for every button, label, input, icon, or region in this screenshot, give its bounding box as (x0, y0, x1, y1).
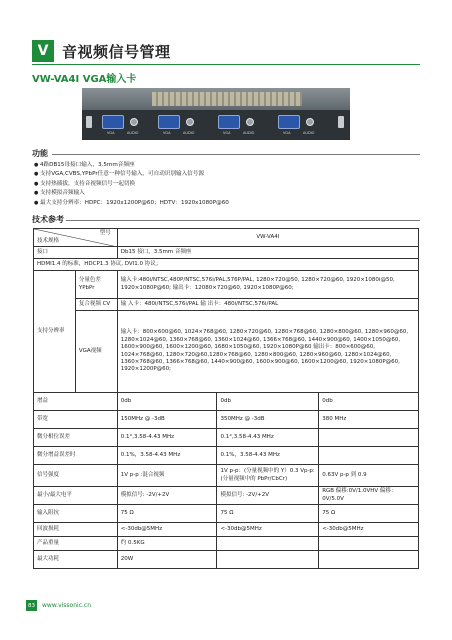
spec-row-value (319, 537, 419, 551)
spec-row-value: 0.1%，3.58-4.43 MHz (217, 447, 319, 465)
spec-row (34, 411, 419, 429)
spec-row-value: RGB 偏移:0V/1.0VHV 偏移：0V/5.0V (319, 487, 419, 505)
component-value: 输入卡:480i/NTSC,480P/NTSC,576i/PAL,576P/PAL, 1280×720@50, 1280×720@60, 1920×1080i@50, 1920×1080P@60; 输出卡：12080×720@60, 1920×1080P@60; (117, 271, 418, 299)
spec-row-value: 约 0.5KG (117, 537, 217, 551)
port-label: AUDIO (183, 131, 195, 135)
spec-row-value: 模拟信号: -2V/+2V (217, 487, 319, 505)
protocol-row: HDMI1.4 的标准，HDCP1.3 协议, DVI1.0 协议； (34, 259, 419, 271)
spec-row-value: 0db (319, 393, 419, 411)
feature-item: ● 支持模拟音频输入 (34, 189, 414, 198)
features-divider (52, 154, 420, 155)
audio-jack (246, 118, 254, 126)
audio-jack (130, 118, 138, 126)
audio-jack (306, 118, 314, 126)
spec-row-label: 微分增益误差时 (34, 447, 118, 465)
resolution-label: 支持分辨率 (34, 271, 76, 393)
vga-port (218, 115, 240, 129)
spec-row-value: 75 Ω (117, 505, 217, 523)
spec-row-value (217, 537, 319, 551)
spec-corner-label: 技术规格 (37, 237, 60, 244)
model-corner-label: 型号 (99, 230, 111, 236)
port-label: VGA (107, 131, 115, 135)
tech-heading: 技术参考 (32, 215, 64, 224)
model-name: VW-VA4I (117, 229, 418, 247)
spec-row-value: 20W (117, 551, 217, 569)
spec-row-value: 1V p-p：(分量视频中的 Y）0.3 Vp-p: (分量视频中的 PbPr/CbCr) (217, 465, 319, 487)
interface-value: Db15 接口，3.5mm 音频座 (117, 247, 418, 259)
spec-row-label: 最大功耗 (34, 551, 118, 569)
spec-row-label: 回波损耗 (34, 523, 118, 537)
spec-row-label: 最小/最大电平 (34, 487, 118, 505)
spec-row-value: 模拟信号: -2V/+2V (117, 487, 217, 505)
feature-item: ● 4路DB15母接口输入，3.5mm音频座 (34, 161, 414, 170)
spec-row-value: 1V p-p :混合视频 (117, 465, 217, 487)
spec-row-value: <-30db@5MHz (319, 523, 419, 537)
spec-row (34, 505, 419, 523)
footer-url: www.vissonic.cn (42, 602, 91, 609)
spec-row (34, 551, 419, 569)
card-pcb (82, 88, 350, 110)
port-label: VGA (223, 131, 231, 135)
vga-port (158, 115, 180, 129)
spec-row (34, 429, 419, 447)
port-label: AUDIO (127, 131, 139, 135)
spec-row-value: 0.1°,3.58-4.43 MHz (217, 429, 319, 447)
card-connector-strip (152, 92, 302, 106)
composite-label: 复合视频 CV (75, 299, 117, 311)
spec-row (34, 393, 419, 411)
spec-row-label: 带宽 (34, 411, 118, 429)
vga-port (278, 115, 300, 129)
spec-row (34, 447, 419, 465)
spec-row-value: 150MHz @ -3dB (117, 411, 217, 429)
spec-row-value: 350MHz @ -3dB (217, 411, 319, 429)
spec-row-label: 产品重量 (34, 537, 118, 551)
spec-table (33, 228, 419, 569)
port-label: VGA (163, 131, 171, 135)
spec-row-label: 信号强度 (34, 465, 118, 487)
spec-row-value (217, 551, 319, 569)
spec-row (34, 465, 419, 487)
product-card-image (82, 88, 350, 140)
spec-row (34, 537, 419, 551)
spec-row-value: 0.63V p-p 到 0.9 (319, 465, 419, 487)
port-label: AUDIO (303, 131, 315, 135)
vga-label: VGA视频 (75, 311, 117, 393)
spec-row-value (319, 551, 419, 569)
section-letter-badge: V (32, 40, 54, 62)
card-screw (338, 116, 344, 128)
interface-label: 接口 (34, 247, 118, 259)
spec-row-value: 0db (217, 393, 319, 411)
spec-row (34, 487, 419, 505)
spec-row-value: 380 MHz (319, 411, 419, 429)
feature-item: ● 支持热插拔，支持音视频信号一起切换 (34, 180, 414, 189)
features-list (34, 161, 414, 208)
spec-row-value: 0db (117, 393, 217, 411)
spec-row-label: 输入阻抗 (34, 505, 118, 523)
spec-row-value: <-30db@5MHz (217, 523, 319, 537)
spec-row-value: <-30db@5MHz (117, 523, 217, 537)
spec-row-label: 增益 (34, 393, 118, 411)
feature-item: ● 支持VGA,CVBS,YPbPr任意一种信号输入，可自动识别输入信号源 (34, 170, 414, 179)
header-divider (32, 64, 420, 65)
port-label: VGA (283, 131, 291, 135)
spec-row-value (319, 429, 419, 447)
spec-row-value (319, 447, 419, 465)
vga-port (102, 115, 124, 129)
product-title: VW-VA4I VGA输入卡 (32, 74, 137, 85)
page-number: 83 (26, 600, 37, 611)
port-label: AUDIO (243, 131, 255, 135)
spec-row-value: 75 Ω (319, 505, 419, 523)
card-screw (86, 116, 92, 128)
spec-row-value: 0.1°,3.58-4.43 MHz (117, 429, 217, 447)
spec-row (34, 523, 419, 537)
spec-row-label: 微分相位误差 (34, 429, 118, 447)
vga-value: 输入卡：800×600@60, 1024×768@60, 1280×720@60, 1280×768@60, 1280×800@60, 1280×960@60, 1280×1024@60, 1360×768@60, 1360×1024@60, 1366×768@60, 1440×900@60, 1400×1050@60, 1600×900@60, 1600×1200@60, 1680×1050@60, 1920×1080P@60 输出卡：800×600@60, 1024×768@60, 1280×720@60,1280×768@60, 1280×800@60, 1280×960@60, 1280×1024@60, 1360×768@60, 1366×768@60, 1440×900@60, 1600×900@60, 1600×1200@60, 1920×1080P@60, 1920×1200P@60; (117, 311, 418, 393)
spec-row-value: 0.1%，3.58-4.43 MHz (117, 447, 217, 465)
audio-jack (186, 118, 194, 126)
table-corner-cell (34, 229, 118, 247)
composite-value: 输 入卡：480i/NTSC,576i/PAL 输 出卡：480i/NTSC,576i/PAL (117, 299, 418, 311)
tech-divider (66, 220, 420, 221)
spec-row-value: 75 Ω (217, 505, 319, 523)
features-heading: 功能 (32, 149, 48, 158)
page-title: 音视频信号管理 (62, 43, 171, 61)
spec-rows (34, 393, 419, 569)
feature-item: ● 最大支持分辨率：HDPC：1920x1200P@60；HDTV：1920x1080P@60 (34, 199, 414, 208)
component-label: 分量色差 YPbPr (75, 271, 117, 299)
